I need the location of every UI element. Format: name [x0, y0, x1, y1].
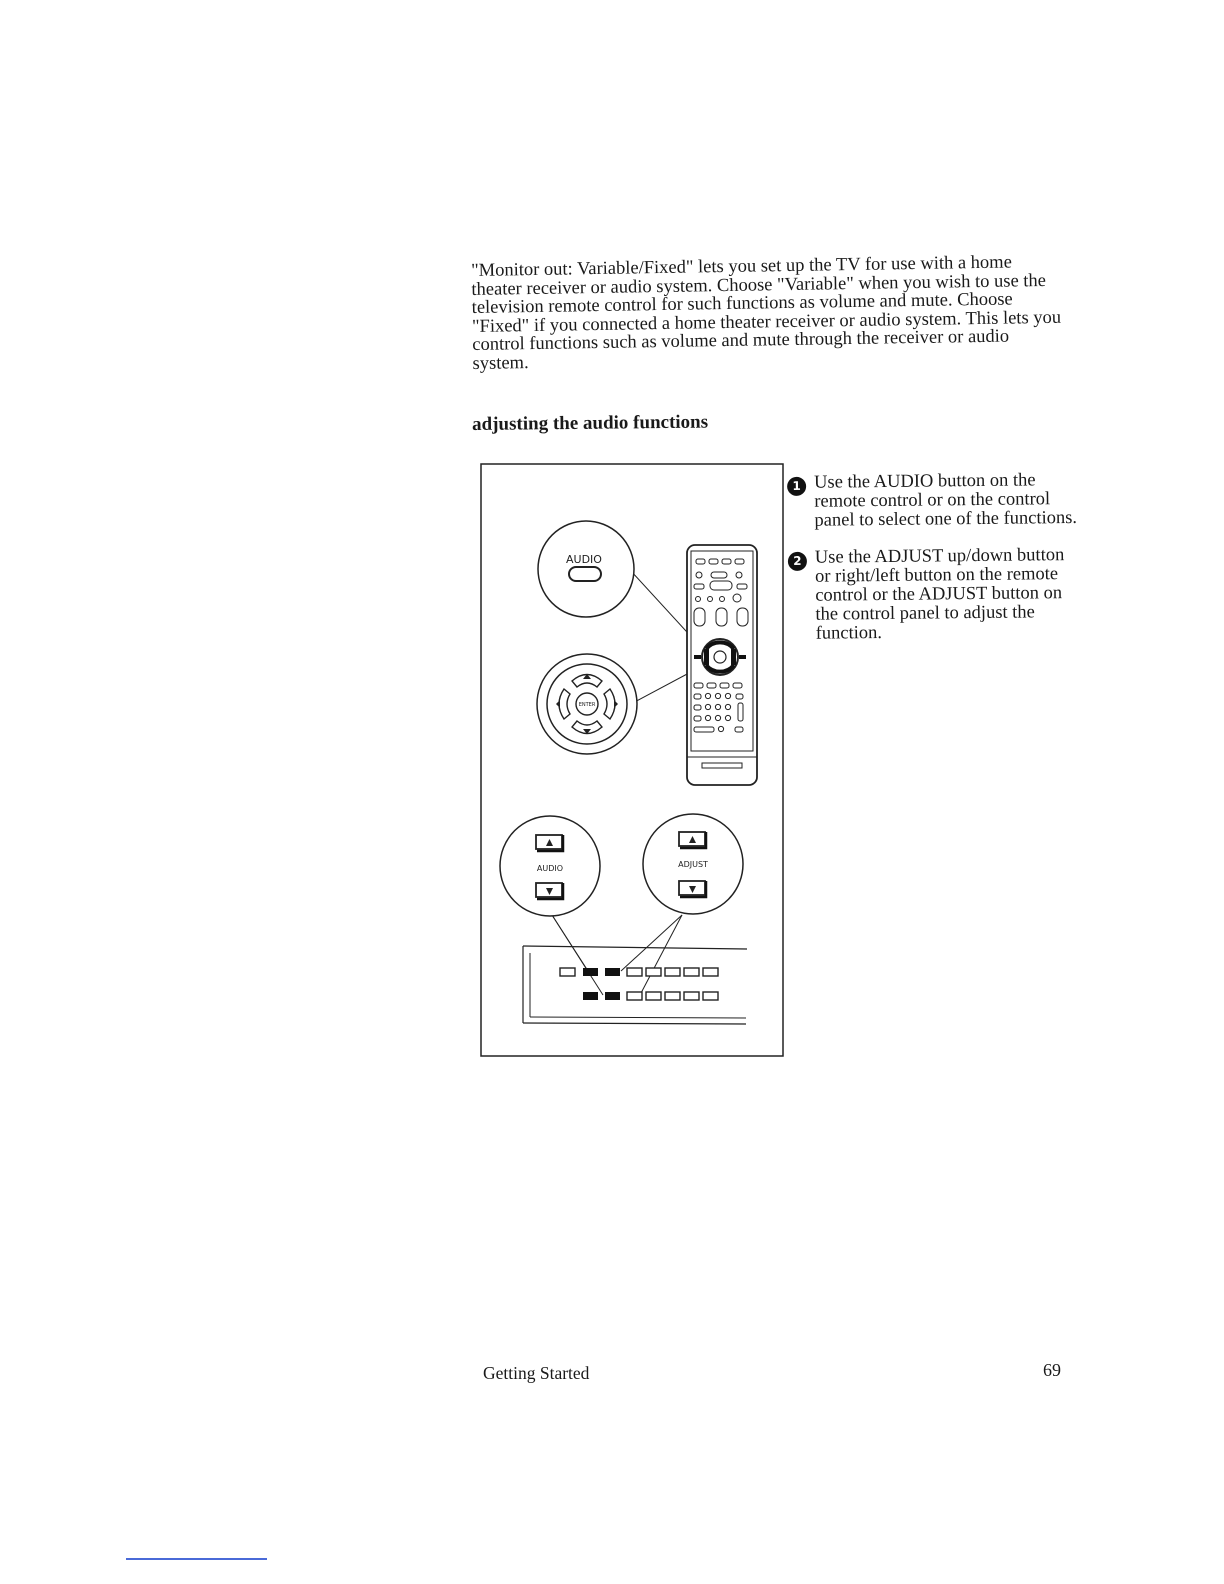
step-2-text: Use the ADJUST up/down button or right/left button on the remote control or the ADJUST button on the control panel to adjust the function.: [814, 545, 1065, 644]
intro-paragraph: "Monitor out: Variable/Fixed" lets you set up the TV for use with a home theater receiver or audio system. Choose "Variable" when you wish to use the television remote control for such functions as volume and mute. Choose "Fixed" if you connected a home theater receiver or audio system. This lets you control functions such as volume and mute through the receiver or audio system.: [470, 252, 1062, 374]
bottom-rule: [126, 1558, 267, 1560]
step-1: [787, 471, 1078, 530]
audio-zoom-label: AUDIO: [566, 553, 602, 566]
panel-audio-label: AUDIO: [536, 864, 564, 873]
remote-control-figure: [480, 463, 784, 1057]
panel-adjust-zoom: [643, 814, 743, 914]
panel-adjust-label: ADJUST: [678, 860, 708, 869]
page-number: 69: [1043, 1360, 1061, 1380]
step-number-icon: 2: [788, 552, 807, 571]
step-1-text: Use the AUDIO button on the remote control or on the control panel to select one of the functions.: [813, 470, 1078, 531]
audio-button-shape: [569, 567, 601, 581]
dpad-zoom: [537, 654, 637, 754]
remote-control: [687, 545, 757, 785]
panel-audio-zoom: [500, 816, 600, 916]
step-2: [788, 546, 1079, 643]
audio-button-zoom: [538, 521, 634, 617]
section-heading: adjusting the audio functions: [472, 411, 709, 435]
footer-section-label: Getting Started: [483, 1363, 590, 1383]
instruction-steps: [787, 471, 1079, 662]
step-number-icon: 1: [787, 477, 806, 496]
enter-label: ENTER: [578, 702, 596, 708]
